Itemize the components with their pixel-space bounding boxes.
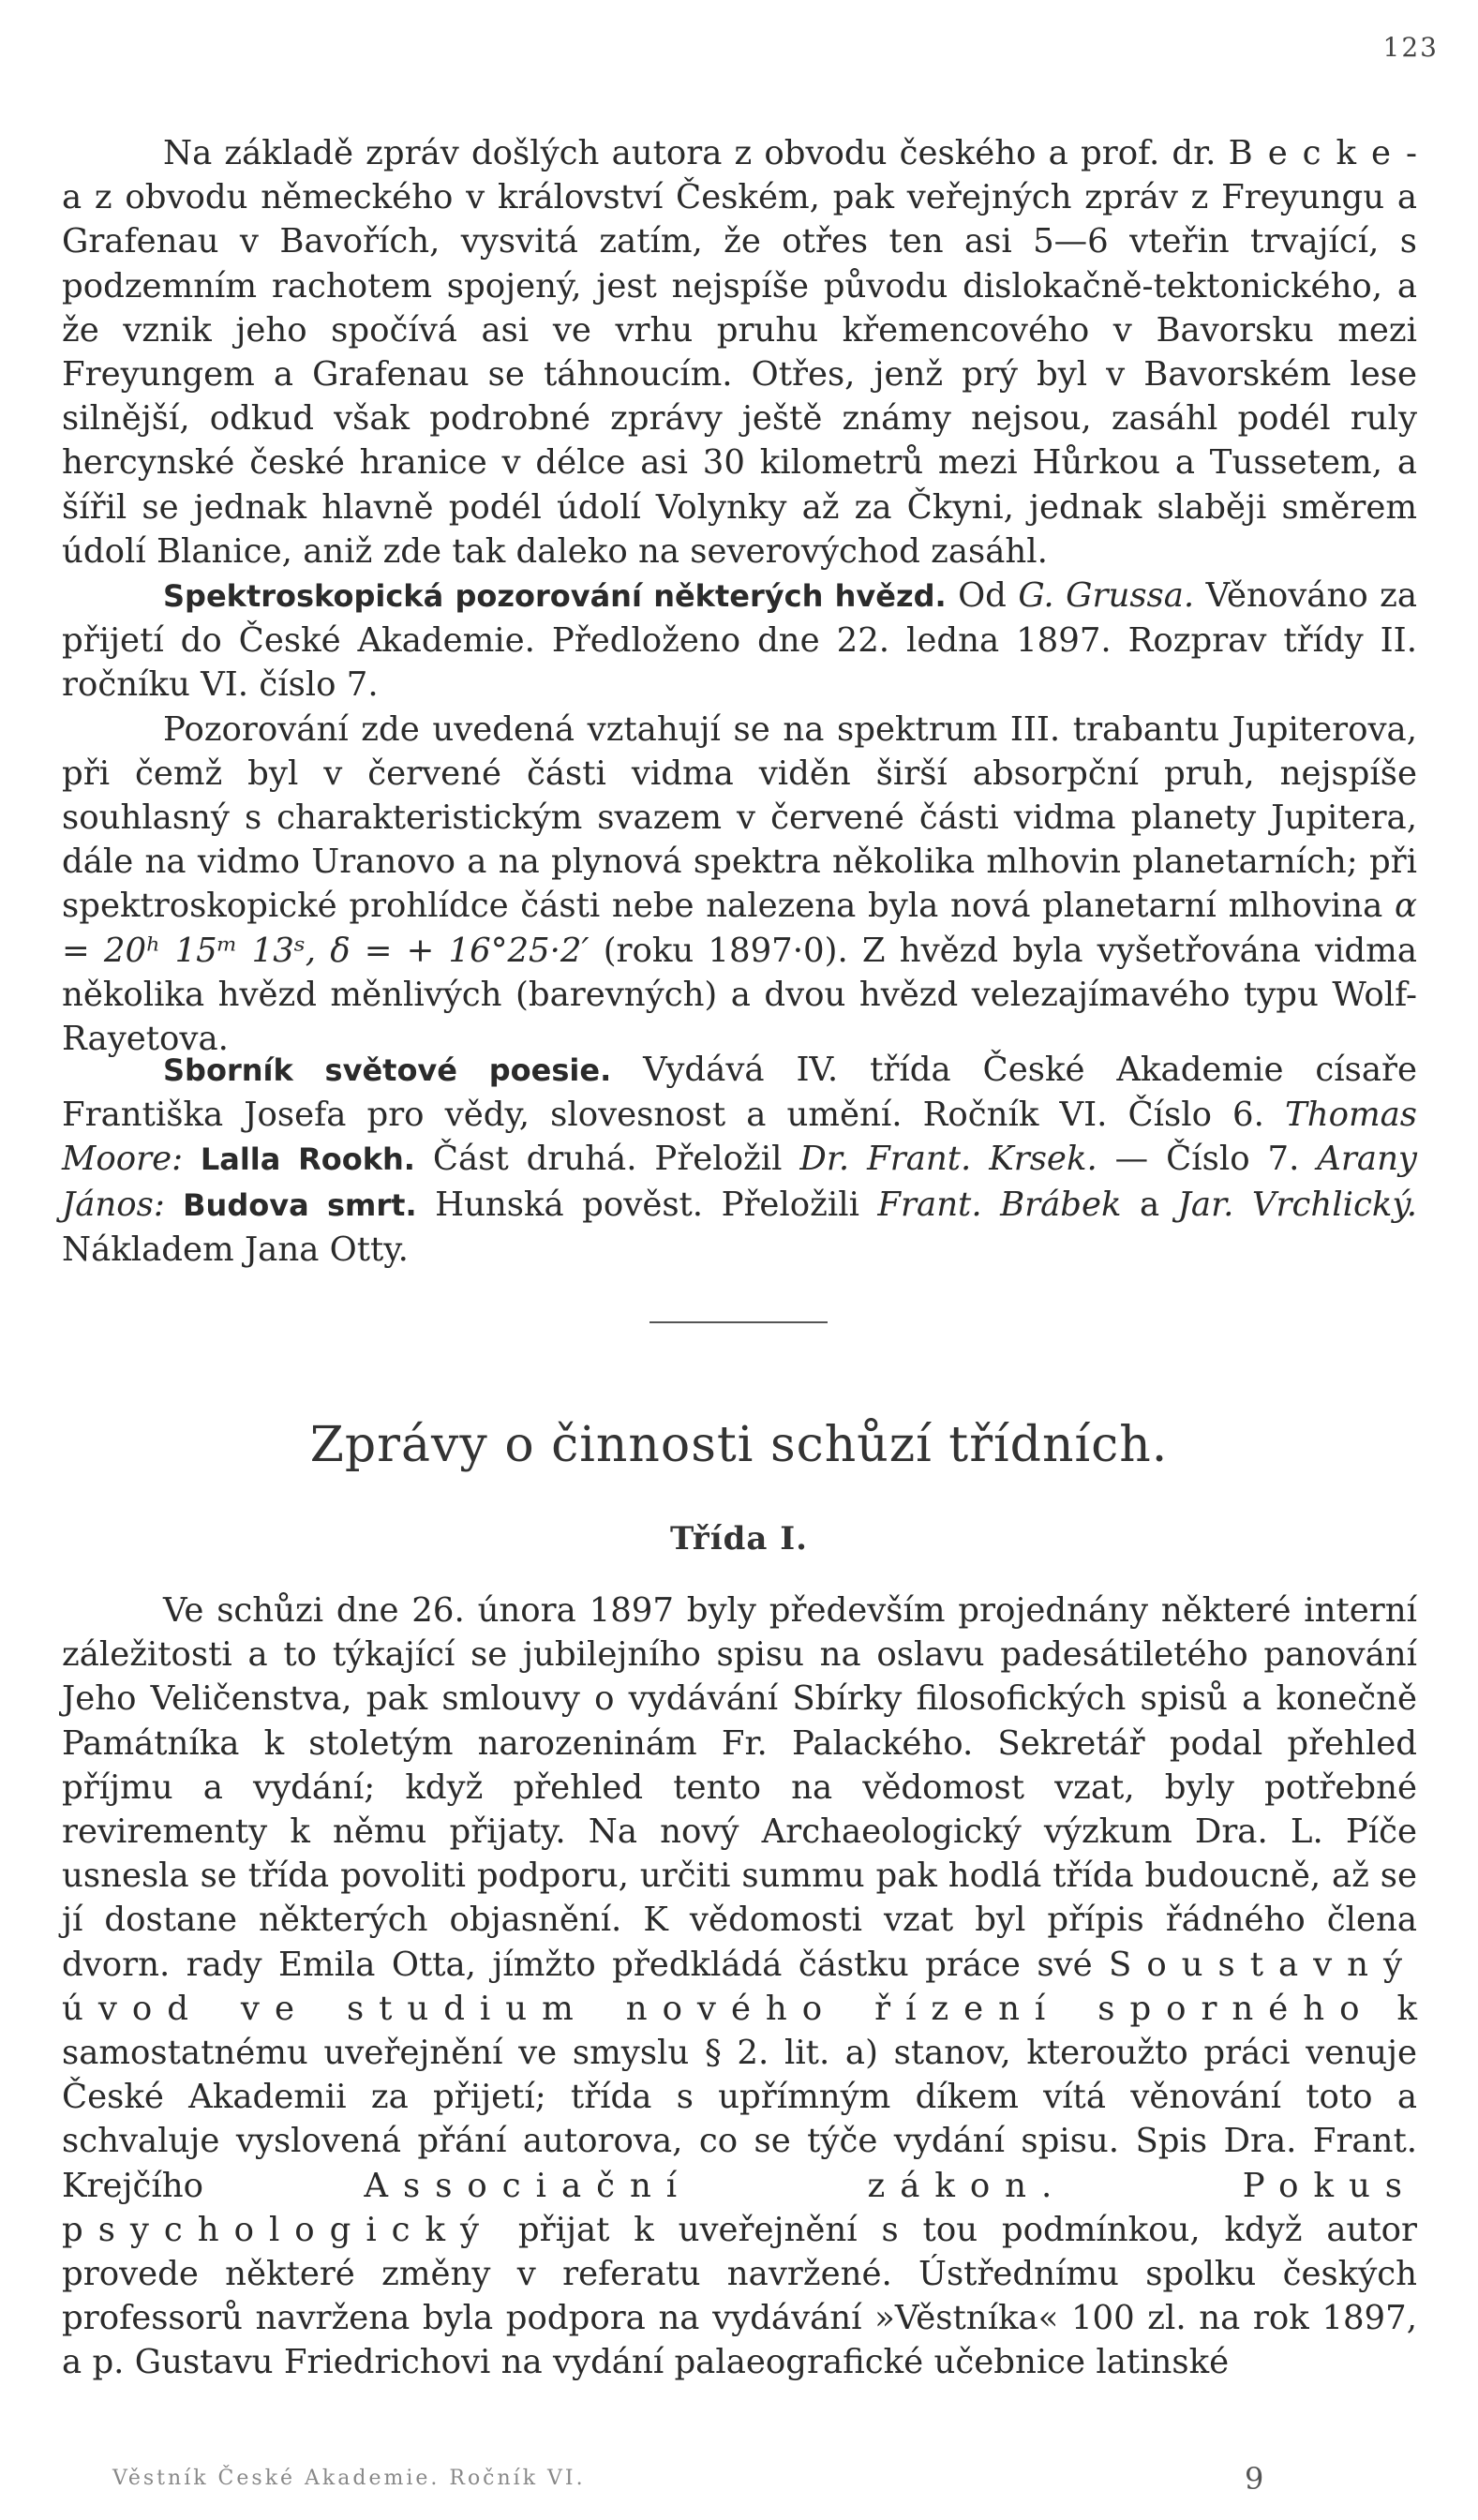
text-run: přijat k uveřejnění s tou podmínkou, když autor provede některé změny v referatu navržené. Ústřednímu spolku českých professorů navržena byla podpora na vydávání »Věstníka« 100 zl. na rok 1897, a p. Gustavu Friedrichovi na vydání palaeografické učebnice latinské (62, 2210, 1417, 2382)
footer-journal-signature: Věstník České Akademie. Ročník VI. (112, 2467, 586, 2490)
publication-title: Spektroskopická pozorování některých hvězd. (163, 578, 947, 615)
section-class-meeting (62, 1588, 1417, 2385)
text-run: (roku 1897·0). Z hvězd byla vyšetřována vidma několika hvězd měnlivých (barevných) a dvou hvězd velezajímavého typu Wolf-Rayetova. (62, 931, 1417, 1059)
text-run: Část druhá. Přeložil (414, 1140, 800, 1179)
text-run: — Číslo 7. (1097, 1140, 1318, 1179)
author-name-becke: Becke (1228, 134, 1406, 172)
work-title: Lalla Rookh. (183, 1141, 415, 1178)
text-run: k samostatnému uveřejnění ve smyslu § 2. lit. a) stanov, kteroužto práci venuje České Akademii za přijetí; třída s upřímným díkem vítá věnování toto a schvaluje vyslovená přání autorova, co se týče vydání spisu. Spis Dra. Frant. Krejčího (62, 1989, 1417, 2205)
translator-name: Dr. Frant. Krsek. (799, 1140, 1097, 1179)
work-title-spaced: Associační zákon. Pokus psychologický (62, 2166, 1417, 2249)
paragraph-poetry (62, 1048, 1417, 1272)
paragraph-earthquake (62, 131, 1417, 574)
section-subheading: Třída I. (669, 1520, 809, 1558)
section-earthquake-report (62, 131, 1417, 1061)
text-run: Hunská pověst. Přeložili (416, 1185, 878, 1224)
text-run: Na základě zpráv došlých autora z obvodu českého a prof. dr. (163, 134, 1229, 172)
section-poetry-collection (62, 1048, 1417, 1272)
text-run: Vydává IV. třída České Akademie císaře Františka Josefa pro vědy, slovesnost a umění. Ročník VI. Číslo 6. (62, 1051, 1417, 1135)
nebula-coordinates: α = 20ʰ 15ᵐ 13ˢ, δ = + 16°25·2′ (62, 887, 1417, 970)
section-divider (649, 1321, 828, 1323)
author-name: Thomas Moore: (62, 1096, 1417, 1179)
text-run: Od (946, 576, 1019, 616)
publication-title: Sborník světové poesie. (163, 1052, 612, 1088)
paragraph-spectroscopy-body (62, 708, 1417, 1062)
text-run: Pozorování zde uvedená vztahují se na spektrum III. trabantu Jupiterova, při čemž byl v červené části vidma viděn širší absorpční pruh, nejspíše souhlasný s charakteristickým svazem v červené části vidma planety Jupitera, dále na vidmo Uranovo a na plynová spektra několika mlhovin planetarních; při spektroskopické prohlídce části nebe nalezena byla nová planetarní mlhovina (62, 709, 1417, 926)
work-title: Budova smrt. (164, 1186, 417, 1223)
paragraph-spectroscopy-title (62, 574, 1417, 708)
translator-name: Jar. Vrchlický. (1177, 1185, 1417, 1224)
text-run: Věnováno za přijetí do České Akademie. Předloženo dne 22. ledna 1897. Rozprav třídy II. ročníku VI. číslo 7. (62, 576, 1417, 705)
translator-name: Frant. Brábek (877, 1185, 1122, 1224)
paragraph-meeting (62, 1588, 1417, 2385)
text-run: a (1121, 1185, 1178, 1224)
author-name: Arany János: (62, 1140, 1417, 1224)
text-run: Ve schůzi dne 26. února 1897 byly především projednány některé interní záležitosti a to týkající se jubilejního spisu na oslavu padesátiletého panování Jeho Veličenstva, pak smlouvy o vydávání Sbírky filosofických spisů a konečně Památníka k stoletým narozeninám Fr. Palackého. Sekretář podal přehled příjmu a vydání; když přehled tento na vědomost vzat, byly potřebné revirementy k němu přijaty. Na nový Archaeologický výzkum Dra. L. Píče usnesla se třída povoliti podporu, určiti summu pak hodlá třída budoucně, až se jí dostane některých objasnění. K vědomosti vzat byl přípis řádného člena dvorn. rady Emila Otta, jímžto předkládá částku práce své (62, 1591, 1417, 1984)
work-title-spaced: Soustavný úvod ve studium nového řízení sporného (62, 1945, 1417, 2028)
page-number: 123 (1382, 32, 1439, 63)
text-run: Nákladem Jana Otty. (62, 1230, 409, 1269)
author-name: G. Grussa. (1018, 576, 1195, 616)
text-run: -a z obvodu německého v království Českém, pak veřejných zpráv z Freyungu a Grafenau v Bavořích, vysvitá zatím, že otřes ten asi 5—6 vteřin trvající, s podzemním rachotem spojený, jest nejspíše původu dislokačně-tektonického, a že vznik jeho spočívá asi ve vrhu pruhu křemencového v Bavorsku mezi Freyungem a Grafenau se táhnoucím. Otřes, jenž prý byl v Bavorském lese silnější, odkud však podrobné zprávy ještě známy nejsou, zasáhl podél ruly hercynské české hranice v délce asi 30 kilometrů mezi Hůrkou a Tussetem, a šířil se jednak hlavně podél údolí Volynky až za Čkyni, jednak slaběji směrem údolí Blanice, aniž zde tak daleko na severovýchod zasáhl. (62, 134, 1417, 571)
page-heading: Zprávy o činnosti schůzí třídních. (309, 1417, 1169, 1473)
footer-sheet-number: 9 (1245, 2461, 1264, 2497)
